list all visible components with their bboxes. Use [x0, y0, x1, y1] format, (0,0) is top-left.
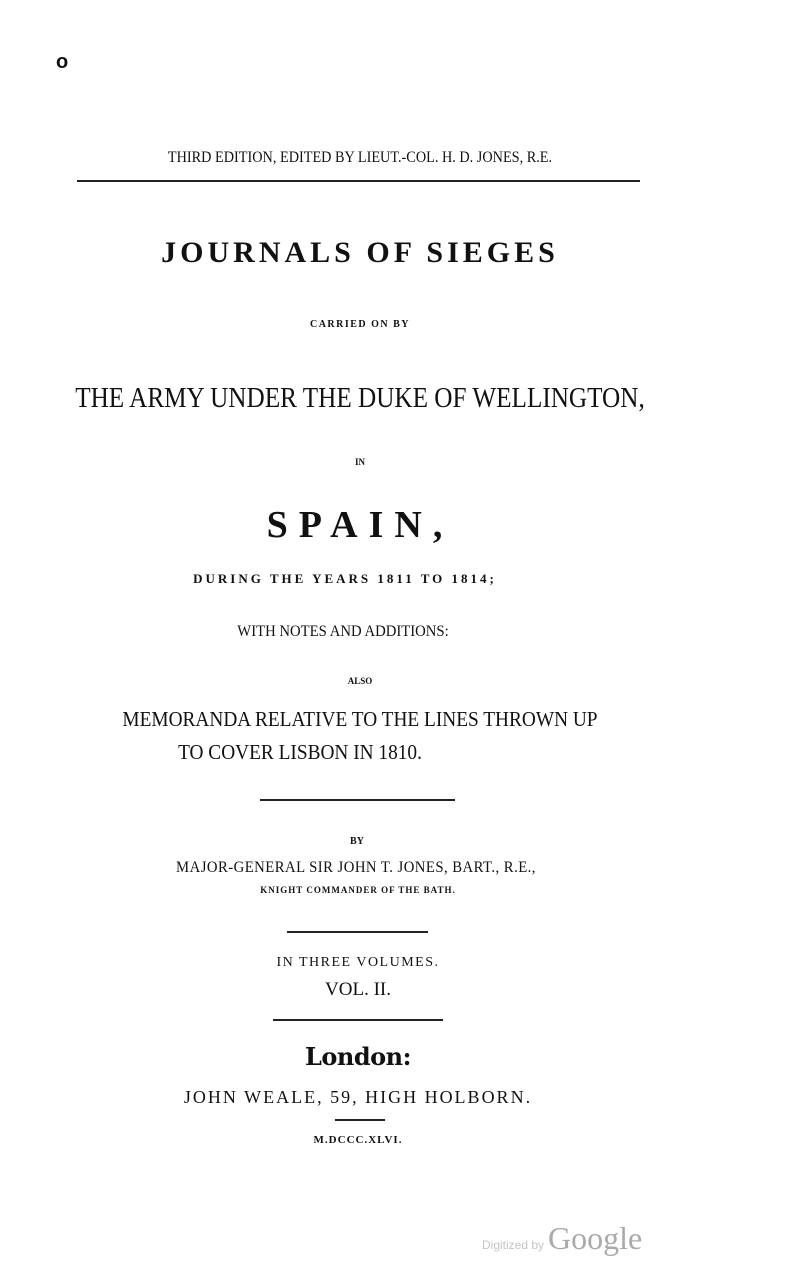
by-word: BY	[350, 836, 364, 847]
divider	[335, 1119, 385, 1121]
google-logo: Google	[548, 1220, 643, 1256]
army-line: THE ARMY UNDER THE DUKE OF WELLINGTON,	[75, 383, 645, 414]
publication-place: London:	[305, 1042, 411, 1071]
memoranda-line-1: MEMORANDA RELATIVE TO THE LINES THROWN UP	[122, 707, 598, 731]
notes-line: WITH NOTES AND ADDITIONS:	[237, 623, 449, 640]
watermark-prefix: Digitized by	[482, 1238, 545, 1252]
volume-number: VOL. II.	[325, 979, 391, 1000]
volumes-line: IN THREE VOLUMES.	[276, 955, 440, 970]
divider	[260, 799, 455, 801]
publication-year: M.DCCC.XLVI.	[313, 1134, 403, 1146]
publisher: JOHN WEALE, 59, HIGH HOLBORN.	[183, 1087, 533, 1107]
edition-line: THIRD EDITION, EDITED BY LIEUT.-COL. H. D. JONES, R.E.	[167, 149, 553, 166]
book-title: JOURNALS OF SIEGES	[161, 236, 559, 269]
divider	[273, 1019, 443, 1021]
also-word: ALSO	[347, 676, 373, 686]
divider	[287, 931, 428, 933]
author-title: KNIGHT COMMANDER OF THE BATH.	[260, 885, 456, 895]
author: MAJOR-GENERAL SIR JOHN T. JONES, BART., R.E.,	[176, 859, 536, 876]
in-word: IN	[354, 457, 365, 467]
corner-mark: o	[56, 51, 69, 73]
years-line: DURING THE YEARS 1811 TO 1814;	[193, 571, 497, 586]
country: SPAIN,	[266, 504, 454, 546]
memoranda-line-2: TO COVER LISBON IN 1810.	[178, 740, 422, 764]
carried-on-by: CARRIED ON BY	[309, 319, 411, 330]
divider	[77, 180, 640, 182]
google-watermark	[482, 1222, 642, 1254]
